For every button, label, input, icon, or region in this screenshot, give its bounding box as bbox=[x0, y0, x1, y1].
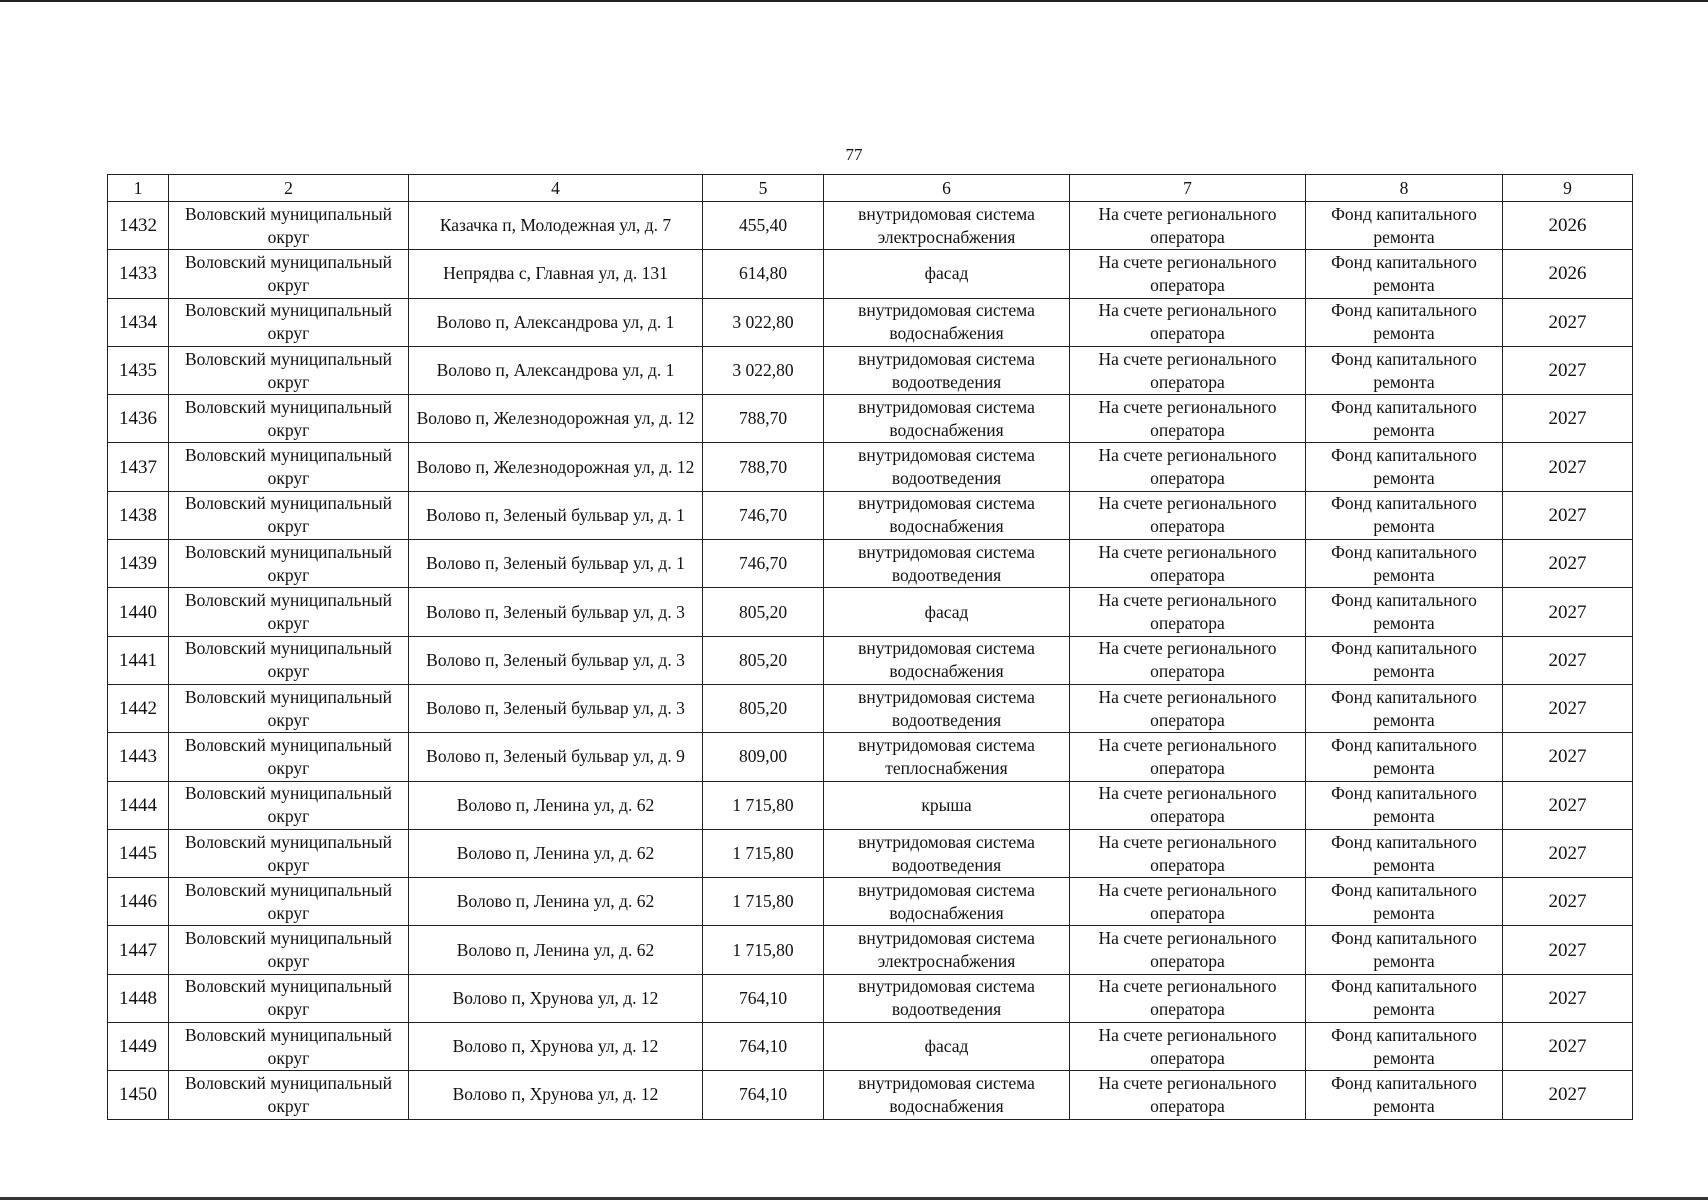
planned-year-cell: 2027 bbox=[1503, 1071, 1633, 1119]
funding-source-cell: Фонд капитального ремонта bbox=[1306, 540, 1503, 588]
fund-account-cell: На счете регионального оператора bbox=[1070, 1071, 1306, 1119]
address-cell: Волово п, Зеленый бульвар ул, д. 3 bbox=[409, 636, 703, 684]
area-cell: 764,10 bbox=[703, 1023, 824, 1071]
planned-year-cell: 2027 bbox=[1503, 443, 1633, 491]
row-number-cell: 1436 bbox=[108, 395, 169, 443]
funding-source-cell: Фонд капитального ремонта bbox=[1306, 781, 1503, 829]
district-cell: Воловский муниципальный округ bbox=[169, 878, 409, 926]
address-cell: Волово п, Железнодорожная ул, д. 12 bbox=[409, 395, 703, 443]
capital-repair-table bbox=[107, 174, 1633, 1120]
row-number-cell: 1437 bbox=[108, 443, 169, 491]
address-cell: Волово п, Зеленый бульвар ул, д. 1 bbox=[409, 491, 703, 539]
address-cell: Волово п, Александрова ул, д. 1 bbox=[409, 298, 703, 346]
planned-year-cell: 2027 bbox=[1503, 878, 1633, 926]
table-row bbox=[108, 781, 1633, 829]
structural-element-cell: внутридомовая система водоотведения bbox=[824, 540, 1070, 588]
area-cell: 1 715,80 bbox=[703, 781, 824, 829]
area-cell: 805,20 bbox=[703, 636, 824, 684]
funding-source-cell: Фонд капитального ремонта bbox=[1306, 1071, 1503, 1119]
fund-account-cell: На счете регионального оператора bbox=[1070, 878, 1306, 926]
structural-element-cell: внутридомовая система водоснабжения bbox=[824, 1071, 1070, 1119]
district-cell: Воловский муниципальный округ bbox=[169, 202, 409, 250]
table-row bbox=[108, 974, 1633, 1022]
district-cell: Воловский муниципальный округ bbox=[169, 684, 409, 732]
table-row bbox=[108, 491, 1633, 539]
row-number-cell: 1434 bbox=[108, 298, 169, 346]
address-cell: Волово п, Зеленый бульвар ул, д. 9 bbox=[409, 733, 703, 781]
funding-source-cell: Фонд капитального ремонта bbox=[1306, 395, 1503, 443]
planned-year-cell: 2027 bbox=[1503, 733, 1633, 781]
structural-element-cell: внутридомовая система водоснабжения bbox=[824, 395, 1070, 443]
table-row bbox=[108, 878, 1633, 926]
table-row bbox=[108, 395, 1633, 443]
structural-element-cell: фасад bbox=[824, 250, 1070, 298]
row-number-cell: 1432 bbox=[108, 202, 169, 250]
column-header: 7 bbox=[1070, 175, 1306, 202]
column-header: 4 bbox=[409, 175, 703, 202]
row-number-cell: 1449 bbox=[108, 1023, 169, 1071]
planned-year-cell: 2027 bbox=[1503, 588, 1633, 636]
planned-year-cell: 2027 bbox=[1503, 540, 1633, 588]
address-cell: Волово п, Зеленый бульвар ул, д. 3 bbox=[409, 588, 703, 636]
area-cell: 3 022,80 bbox=[703, 346, 824, 394]
table-row bbox=[108, 202, 1633, 250]
column-header: 9 bbox=[1503, 175, 1633, 202]
header-row bbox=[108, 175, 1633, 202]
table-row bbox=[108, 636, 1633, 684]
district-cell: Воловский муниципальный округ bbox=[169, 491, 409, 539]
structural-element-cell: внутридомовая система водоотведения bbox=[824, 443, 1070, 491]
fund-account-cell: На счете регионального оператора bbox=[1070, 298, 1306, 346]
address-cell: Волово п, Хрунова ул, д. 12 bbox=[409, 1023, 703, 1071]
district-cell: Воловский муниципальный округ bbox=[169, 1071, 409, 1119]
funding-source-cell: Фонд капитального ремонта bbox=[1306, 733, 1503, 781]
planned-year-cell: 2027 bbox=[1503, 395, 1633, 443]
column-header: 1 bbox=[108, 175, 169, 202]
structural-element-cell: внутридомовая система водоотведения bbox=[824, 829, 1070, 877]
fund-account-cell: На счете регионального оператора bbox=[1070, 540, 1306, 588]
district-cell: Воловский муниципальный округ bbox=[169, 1023, 409, 1071]
area-cell: 455,40 bbox=[703, 202, 824, 250]
district-cell: Воловский муниципальный округ bbox=[169, 346, 409, 394]
district-cell: Воловский муниципальный округ bbox=[169, 974, 409, 1022]
district-cell: Воловский муниципальный округ bbox=[169, 250, 409, 298]
fund-account-cell: На счете регионального оператора bbox=[1070, 1023, 1306, 1071]
planned-year-cell: 2027 bbox=[1503, 974, 1633, 1022]
area-cell: 788,70 bbox=[703, 395, 824, 443]
planned-year-cell: 2027 bbox=[1503, 636, 1633, 684]
district-cell: Воловский муниципальный округ bbox=[169, 636, 409, 684]
funding-source-cell: Фонд капитального ремонта bbox=[1306, 346, 1503, 394]
structural-element-cell: внутридомовая система водоснабжения bbox=[824, 878, 1070, 926]
district-cell: Воловский муниципальный округ bbox=[169, 733, 409, 781]
row-number-cell: 1447 bbox=[108, 926, 169, 974]
address-cell: Волово п, Ленина ул, д. 62 bbox=[409, 878, 703, 926]
row-number-cell: 1445 bbox=[108, 829, 169, 877]
fund-account-cell: На счете регионального оператора bbox=[1070, 636, 1306, 684]
district-cell: Воловский муниципальный округ bbox=[169, 781, 409, 829]
structural-element-cell: внутридомовая система электроснабжения bbox=[824, 926, 1070, 974]
funding-source-cell: Фонд капитального ремонта bbox=[1306, 829, 1503, 877]
column-header: 2 bbox=[169, 175, 409, 202]
funding-source-cell: Фонд капитального ремонта bbox=[1306, 636, 1503, 684]
planned-year-cell: 2026 bbox=[1503, 250, 1633, 298]
address-cell: Волово п, Зеленый бульвар ул, д. 1 bbox=[409, 540, 703, 588]
funding-source-cell: Фонд капитального ремонта bbox=[1306, 202, 1503, 250]
area-cell: 764,10 bbox=[703, 1071, 824, 1119]
address-cell: Казачка п, Молодежная ул, д. 7 bbox=[409, 202, 703, 250]
row-number-cell: 1442 bbox=[108, 684, 169, 732]
structural-element-cell: внутридомовая система водоснабжения bbox=[824, 298, 1070, 346]
area-cell: 764,10 bbox=[703, 974, 824, 1022]
address-cell: Волово п, Железнодорожная ул, д. 12 bbox=[409, 443, 703, 491]
table-row bbox=[108, 346, 1633, 394]
structural-element-cell: фасад bbox=[824, 588, 1070, 636]
row-number-cell: 1444 bbox=[108, 781, 169, 829]
table-row bbox=[108, 829, 1633, 877]
table-row bbox=[108, 1071, 1633, 1119]
fund-account-cell: На счете регионального оператора bbox=[1070, 250, 1306, 298]
row-number-cell: 1450 bbox=[108, 1071, 169, 1119]
planned-year-cell: 2027 bbox=[1503, 926, 1633, 974]
fund-account-cell: На счете регионального оператора bbox=[1070, 684, 1306, 732]
planned-year-cell: 2027 bbox=[1503, 491, 1633, 539]
table-row bbox=[108, 250, 1633, 298]
fund-account-cell: На счете регионального оператора bbox=[1070, 829, 1306, 877]
top-border-line bbox=[0, 0, 1708, 2]
address-cell: Волово п, Хрунова ул, д. 12 bbox=[409, 974, 703, 1022]
fund-account-cell: На счете регионального оператора bbox=[1070, 202, 1306, 250]
table-row bbox=[108, 588, 1633, 636]
structural-element-cell: внутридомовая система водоотведения bbox=[824, 974, 1070, 1022]
area-cell: 3 022,80 bbox=[703, 298, 824, 346]
funding-source-cell: Фонд капитального ремонта bbox=[1306, 491, 1503, 539]
area-cell: 1 715,80 bbox=[703, 926, 824, 974]
structural-element-cell: крыша bbox=[824, 781, 1070, 829]
table-row bbox=[108, 733, 1633, 781]
row-number-cell: 1439 bbox=[108, 540, 169, 588]
area-cell: 1 715,80 bbox=[703, 878, 824, 926]
district-cell: Воловский муниципальный округ bbox=[169, 829, 409, 877]
table-row bbox=[108, 540, 1633, 588]
district-cell: Воловский муниципальный округ bbox=[169, 443, 409, 491]
structural-element-cell: внутридомовая система теплоснабжения bbox=[824, 733, 1070, 781]
table-row bbox=[108, 298, 1633, 346]
planned-year-cell: 2027 bbox=[1503, 781, 1633, 829]
table-row bbox=[108, 443, 1633, 491]
district-cell: Воловский муниципальный округ bbox=[169, 395, 409, 443]
column-header: 5 bbox=[703, 175, 824, 202]
area-cell: 1 715,80 bbox=[703, 829, 824, 877]
address-cell: Волово п, Ленина ул, д. 62 bbox=[409, 926, 703, 974]
funding-source-cell: Фонд капитального ремонта bbox=[1306, 878, 1503, 926]
column-header: 8 bbox=[1306, 175, 1503, 202]
planned-year-cell: 2027 bbox=[1503, 684, 1633, 732]
funding-source-cell: Фонд капитального ремонта bbox=[1306, 926, 1503, 974]
fund-account-cell: На счете регионального оператора bbox=[1070, 733, 1306, 781]
fund-account-cell: На счете регионального оператора bbox=[1070, 974, 1306, 1022]
fund-account-cell: На счете регионального оператора bbox=[1070, 491, 1306, 539]
district-cell: Воловский муниципальный округ bbox=[169, 540, 409, 588]
funding-source-cell: Фонд капитального ремонта bbox=[1306, 1023, 1503, 1071]
area-cell: 805,20 bbox=[703, 588, 824, 636]
fund-account-cell: На счете регионального оператора bbox=[1070, 781, 1306, 829]
structural-element-cell: внутридомовая система электроснабжения bbox=[824, 202, 1070, 250]
structural-element-cell: фасад bbox=[824, 1023, 1070, 1071]
area-cell: 805,20 bbox=[703, 684, 824, 732]
district-cell: Воловский муниципальный округ bbox=[169, 926, 409, 974]
funding-source-cell: Фонд капитального ремонта bbox=[1306, 443, 1503, 491]
district-cell: Воловский муниципальный округ bbox=[169, 298, 409, 346]
funding-source-cell: Фонд капитального ремонта bbox=[1306, 684, 1503, 732]
planned-year-cell: 2027 bbox=[1503, 298, 1633, 346]
address-cell: Волово п, Ленина ул, д. 62 bbox=[409, 781, 703, 829]
row-number-cell: 1443 bbox=[108, 733, 169, 781]
structural-element-cell: внутридомовая система водоснабжения bbox=[824, 636, 1070, 684]
funding-source-cell: Фонд капитального ремонта bbox=[1306, 974, 1503, 1022]
row-number-cell: 1435 bbox=[108, 346, 169, 394]
address-cell: Волово п, Александрова ул, д. 1 bbox=[409, 346, 703, 394]
planned-year-cell: 2026 bbox=[1503, 202, 1633, 250]
table-body bbox=[108, 202, 1633, 1120]
address-cell: Волово п, Хрунова ул, д. 12 bbox=[409, 1071, 703, 1119]
planned-year-cell: 2027 bbox=[1503, 346, 1633, 394]
structural-element-cell: внутридомовая система водоотведения bbox=[824, 346, 1070, 394]
table-row bbox=[108, 684, 1633, 732]
row-number-cell: 1446 bbox=[108, 878, 169, 926]
row-number-cell: 1441 bbox=[108, 636, 169, 684]
planned-year-cell: 2027 bbox=[1503, 829, 1633, 877]
structural-element-cell: внутридомовая система водоснабжения bbox=[824, 491, 1070, 539]
page-number: 77 bbox=[845, 145, 863, 164]
area-cell: 788,70 bbox=[703, 443, 824, 491]
table-row bbox=[108, 926, 1633, 974]
area-cell: 746,70 bbox=[703, 540, 824, 588]
fund-account-cell: На счете регионального оператора bbox=[1070, 395, 1306, 443]
address-cell: Волово п, Ленина ул, д. 62 bbox=[409, 829, 703, 877]
table-row bbox=[108, 1023, 1633, 1071]
structural-element-cell: внутридомовая система водоотведения bbox=[824, 684, 1070, 732]
planned-year-cell: 2027 bbox=[1503, 1023, 1633, 1071]
row-number-cell: 1448 bbox=[108, 974, 169, 1022]
area-cell: 809,00 bbox=[703, 733, 824, 781]
row-number-cell: 1438 bbox=[108, 491, 169, 539]
fund-account-cell: На счете регионального оператора bbox=[1070, 926, 1306, 974]
fund-account-cell: На счете регионального оператора bbox=[1070, 346, 1306, 394]
funding-source-cell: Фонд капитального ремонта bbox=[1306, 298, 1503, 346]
fund-account-cell: На счете регионального оператора bbox=[1070, 588, 1306, 636]
fund-account-cell: На счете регионального оператора bbox=[1070, 443, 1306, 491]
funding-source-cell: Фонд капитального ремонта bbox=[1306, 588, 1503, 636]
row-number-cell: 1440 bbox=[108, 588, 169, 636]
row-number-cell: 1433 bbox=[108, 250, 169, 298]
funding-source-cell: Фонд капитального ремонта bbox=[1306, 250, 1503, 298]
area-cell: 614,80 bbox=[703, 250, 824, 298]
column-header: 6 bbox=[824, 175, 1070, 202]
district-cell: Воловский муниципальный округ bbox=[169, 588, 409, 636]
address-cell: Волово п, Зеленый бульвар ул, д. 3 bbox=[409, 684, 703, 732]
address-cell: Непрядва с, Главная ул, д. 131 bbox=[409, 250, 703, 298]
area-cell: 746,70 bbox=[703, 491, 824, 539]
